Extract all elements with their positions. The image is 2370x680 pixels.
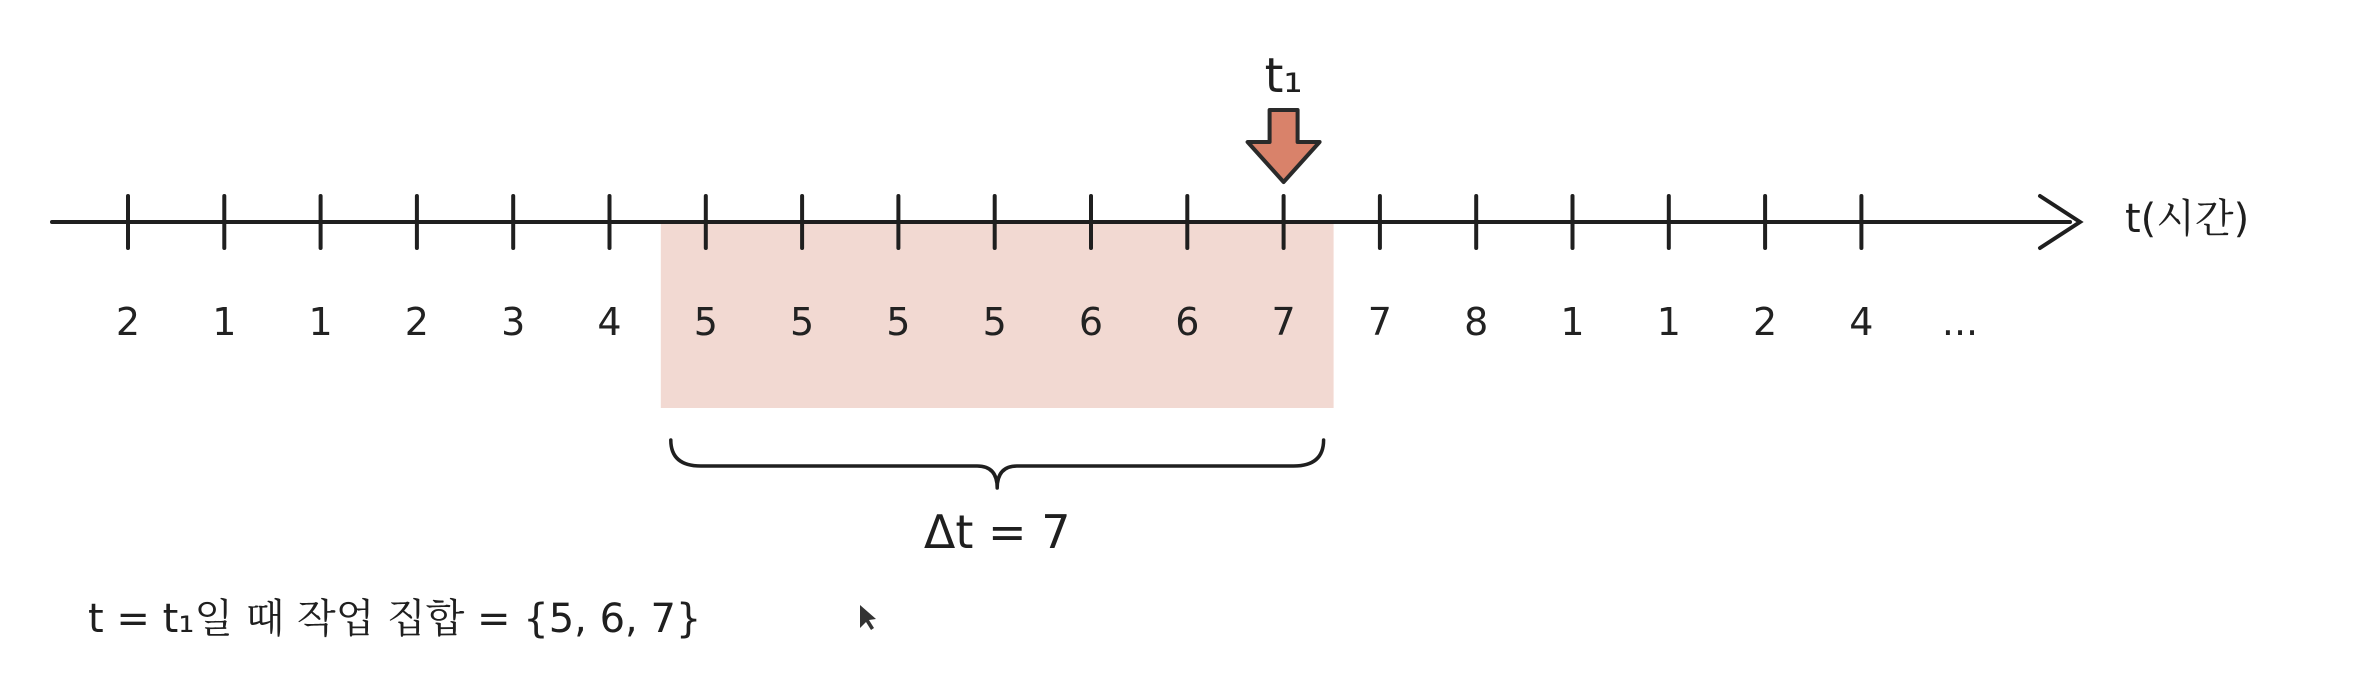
- sequence-number: 2: [404, 300, 429, 344]
- window-brace: [671, 440, 1324, 488]
- sequence-ellipsis: ...: [1941, 300, 1979, 344]
- sequence-number: 3: [501, 300, 526, 344]
- sequence-number: 5: [693, 300, 718, 344]
- sequence-number: 5: [982, 300, 1007, 344]
- working-set-caption: t = t₁일 때 작업 집합 = {5, 6, 7}: [88, 596, 702, 642]
- sequence-number: 1: [1560, 300, 1585, 344]
- sequence-number: 4: [597, 300, 622, 344]
- sequence-number: 1: [308, 300, 333, 344]
- sequence-number: 6: [1078, 300, 1104, 344]
- sequence-number: 5: [886, 300, 911, 344]
- sequence-number: 5: [790, 300, 815, 344]
- sequence-number: 7: [1367, 300, 1392, 344]
- delta-t-label: Δt = 7: [923, 505, 1071, 559]
- mouse-cursor-icon: [860, 605, 876, 630]
- down-arrow-icon: [1248, 110, 1320, 182]
- sequence-number: 7: [1271, 300, 1296, 344]
- sequence-number: 4: [1849, 300, 1874, 344]
- sequence-number: 8: [1464, 300, 1489, 344]
- sequence-number: 1: [1656, 300, 1681, 344]
- t1-marker: [1248, 48, 1320, 182]
- t1-label: t₁: [1264, 48, 1303, 104]
- reference-sequence: [116, 300, 1874, 344]
- sequence-number: 2: [1753, 300, 1778, 344]
- sequence-number: 6: [1175, 300, 1200, 344]
- axis-label: t(시간): [2125, 196, 2250, 242]
- sequence-number: 2: [115, 300, 141, 344]
- sequence-number: 1: [212, 300, 237, 344]
